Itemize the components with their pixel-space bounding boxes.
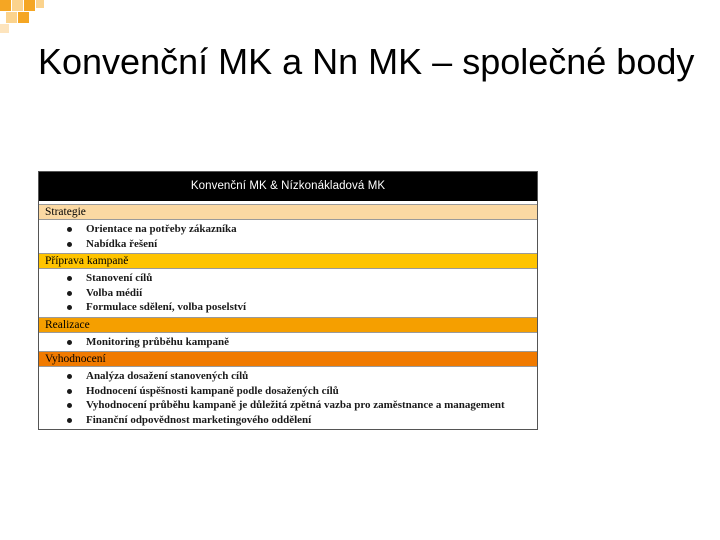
section-label: Příprava kampaně xyxy=(39,253,537,269)
bullet-icon xyxy=(67,227,72,232)
corner-square xyxy=(0,24,9,33)
corner-square xyxy=(36,0,44,8)
slide-title: Konvenční MK a Nn MK – společné body xyxy=(38,41,695,82)
bullet-icon xyxy=(67,403,72,408)
table-sections xyxy=(39,204,537,429)
list-item xyxy=(39,300,537,315)
list-item-text: Analýza dosažení stanovených cílů xyxy=(86,370,249,382)
list-item-text: Volba médií xyxy=(86,286,143,299)
table-header: Konvenční MK & Nízkonákladová MK xyxy=(39,172,537,201)
bullet-icon xyxy=(67,340,72,345)
bullet-icon xyxy=(67,276,72,281)
section-label: Realizace xyxy=(39,317,537,333)
list-item xyxy=(39,335,537,350)
bullet-icon xyxy=(67,305,72,310)
list-item-text: Hodnocení úspěšnosti kampaně podle dosažených cílů xyxy=(86,384,339,397)
list-item-text: Vyhodnocení průběhu kampaně je důležitá zpětná vazba pro zaměstnance a management xyxy=(86,399,505,411)
section-items xyxy=(39,333,537,352)
list-item xyxy=(39,286,537,301)
section-items xyxy=(39,220,537,253)
corner-square xyxy=(18,12,29,23)
list-item xyxy=(39,237,537,252)
corner-square xyxy=(24,0,35,11)
list-item-text: Monitoring průběhu kampaně xyxy=(86,335,230,348)
list-item-text: Finanční odpovědnost marketingového oddělení xyxy=(86,413,312,426)
bullet-icon xyxy=(67,418,72,423)
list-item-text: Stanovení cílů xyxy=(86,272,153,284)
section-items xyxy=(39,269,537,317)
list-item xyxy=(39,384,537,399)
list-item-text: Formulace sdělení, volba poselství xyxy=(86,301,247,313)
corner-square xyxy=(0,0,11,11)
list-item xyxy=(39,222,537,237)
list-item-text: Nabídka řešení xyxy=(86,237,158,250)
bullet-icon xyxy=(67,242,72,247)
comparison-table xyxy=(38,171,538,430)
section-items xyxy=(39,367,537,429)
list-item xyxy=(39,369,537,384)
section-label: Vyhodnocení xyxy=(39,351,537,367)
bullet-icon xyxy=(67,291,72,296)
corner-decoration xyxy=(0,0,60,40)
bullet-icon xyxy=(67,389,72,394)
list-item xyxy=(39,271,537,286)
list-item-text: Orientace na potřeby zákazníka xyxy=(86,223,237,235)
list-item xyxy=(39,413,537,428)
section-label: Strategie xyxy=(39,204,537,220)
corner-square xyxy=(6,12,17,23)
bullet-icon xyxy=(67,374,72,379)
corner-square xyxy=(12,0,23,11)
list-item xyxy=(39,398,537,413)
